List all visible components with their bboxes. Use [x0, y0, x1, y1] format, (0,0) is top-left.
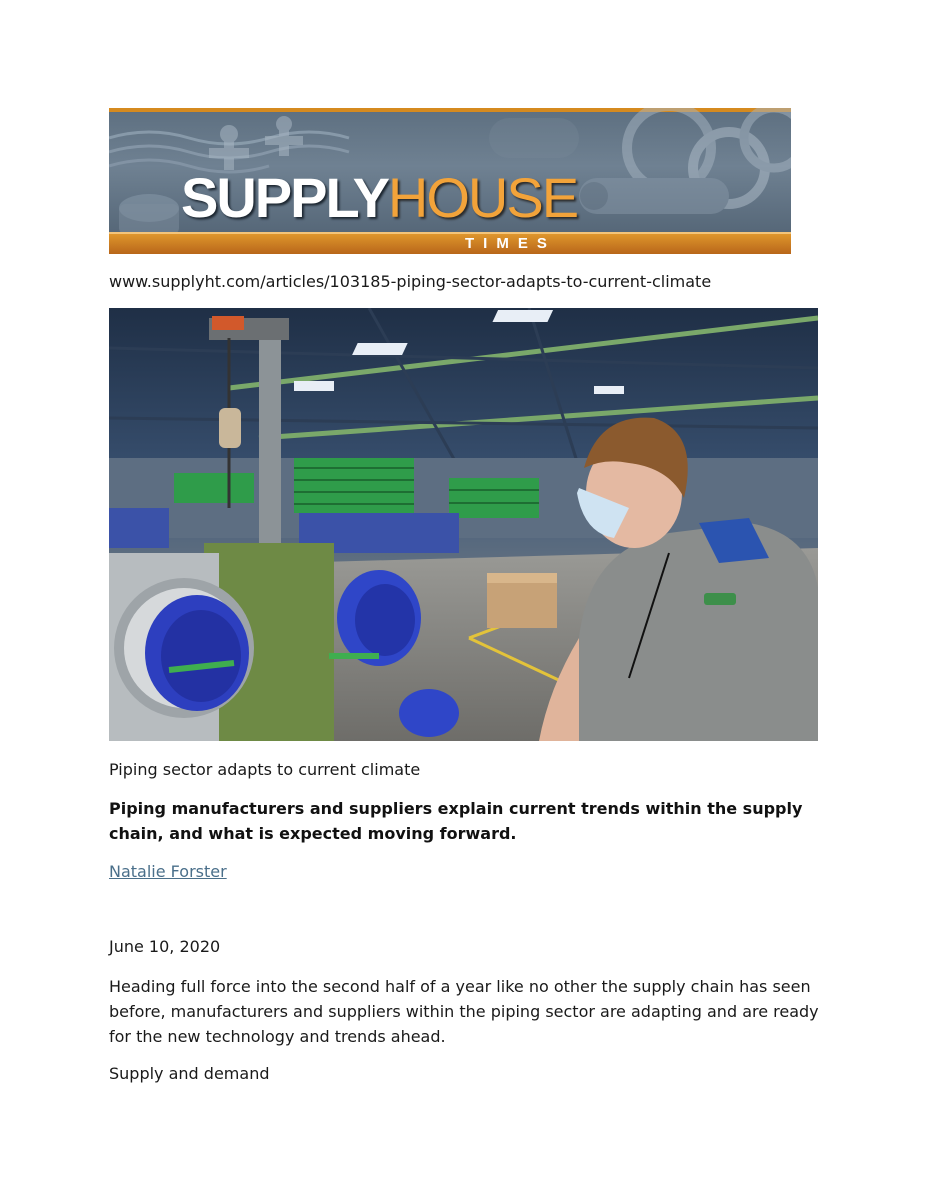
section-heading: Supply and demand [109, 1064, 270, 1083]
brand-wordmark [181, 166, 578, 229]
article-subheading: Piping manufacturers and suppliers explain current trends within the supply chain, and what is expected moving forward. [109, 799, 803, 843]
intro-paragraph: Heading full force into the second half of a year like no other the supply chain has seen before, manufacturers and suppliers within the piping sector are adapting and are ready for the new technology and trends ahead. [109, 977, 819, 1046]
article-url: www.supplyht.com/articles/103185-piping-sector-adapts-to-current-climate [109, 272, 712, 291]
brand-supply-text: SUPPLY [181, 166, 388, 229]
publish-date: June 10, 2020 [109, 937, 221, 956]
masthead-banner [109, 108, 791, 254]
brand-house-text: HOUSE [387, 166, 578, 229]
photo-caption: Piping sector adapts to current climate [109, 760, 421, 779]
author-link[interactable]: Natalie Forster [109, 862, 227, 881]
brand-times-text: TIMES [465, 235, 556, 252]
banner-bottom-bar [109, 232, 791, 254]
article-photo [109, 308, 818, 741]
warehouse-photo-icon [109, 308, 818, 741]
